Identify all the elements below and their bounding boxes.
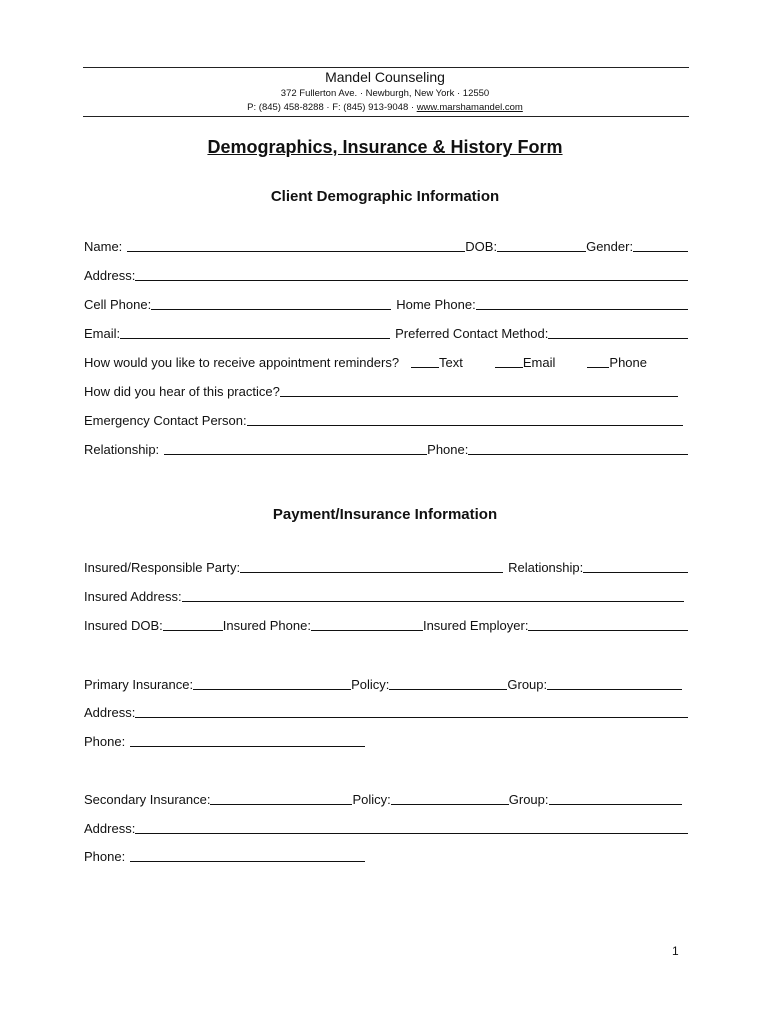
header-top-rule (83, 67, 689, 68)
gender-field[interactable] (633, 238, 688, 252)
primary-address-label: Address: (84, 705, 136, 720)
gender-label: Gender: (586, 239, 634, 254)
email-label: Email: (84, 326, 121, 341)
insured-party-label: Insured/Responsible Party: (84, 560, 241, 575)
secondary-policy-label: Policy: (352, 792, 391, 807)
reminder-text-checkbox[interactable] (411, 354, 439, 368)
insured-dob-label: Insured DOB: (84, 618, 163, 633)
dob-field[interactable] (497, 238, 586, 252)
referral-row (84, 381, 678, 399)
address-label: Address: (84, 268, 136, 283)
reminders-question: How would you like to receive appointment reminders? (84, 355, 400, 370)
address-field[interactable] (135, 267, 688, 281)
relationship-row (84, 439, 688, 457)
dob-label: DOB: (465, 239, 498, 254)
insured-party-field[interactable] (240, 559, 503, 573)
relationship-label: Relationship: (84, 442, 160, 457)
header-bottom-rule (83, 116, 689, 117)
referral-field[interactable] (280, 383, 678, 397)
emergency-phone-field[interactable] (468, 441, 688, 455)
insured-employer-field[interactable] (528, 617, 688, 631)
reminder-email-label: Email (522, 355, 556, 370)
cell-phone-label: Cell Phone: (84, 297, 152, 312)
page-number: 1 (672, 944, 679, 958)
organization-name: Mandel Counseling (325, 69, 445, 85)
secondary-phone-field[interactable] (130, 848, 365, 862)
phone-fax-text: P: (845) 458-8288 · F: (845) 913-9048 · (247, 102, 417, 113)
secondary-phone-row (84, 846, 365, 864)
primary-policy-field[interactable] (389, 676, 507, 690)
insured-address-row (84, 586, 684, 604)
demographics-heading: Client Demographic Information (270, 188, 500, 205)
primary-insurance-label: Primary Insurance: (84, 677, 194, 692)
primary-address-row (84, 702, 688, 720)
cell-phone-field[interactable] (151, 296, 391, 310)
secondary-group-label: Group: (508, 792, 549, 807)
primary-address-field[interactable] (135, 704, 688, 718)
insured-relationship-label: Relationship: (508, 560, 584, 575)
emergency-phone-label: Phone: (427, 442, 469, 457)
referral-question: How did you hear of this practice? (84, 384, 280, 399)
insured-party-row (84, 557, 688, 575)
emergency-contact-label: Emergency Contact Person: (84, 413, 247, 428)
preferred-contact-label: Preferred Contact Method: (395, 326, 549, 341)
home-phone-label: Home Phone: (396, 297, 476, 312)
emergency-contact-row (84, 410, 683, 428)
insured-employer-label: Insured Employer: (422, 618, 529, 633)
secondary-policy-field[interactable] (391, 791, 509, 805)
secondary-address-row (84, 818, 688, 836)
secondary-address-field[interactable] (135, 820, 688, 834)
primary-insurance-field[interactable] (193, 676, 351, 690)
name-row (84, 236, 688, 254)
reminder-email-checkbox[interactable] (495, 354, 523, 368)
insured-phone-field[interactable] (311, 617, 423, 631)
reminder-phone-label: Phone (609, 355, 647, 370)
primary-phone-row (84, 731, 365, 749)
secondary-group-field[interactable] (549, 791, 682, 805)
website-link[interactable]: www.marshamandel.com (416, 102, 523, 113)
secondary-phone-label: Phone: (84, 849, 126, 864)
insured-address-label: Insured Address: (84, 589, 182, 604)
organization-address: 372 Fullerton Ave. · Newburgh, New York · 12550 (280, 88, 490, 99)
primary-group-label: Group: (507, 677, 548, 692)
secondary-insurance-row (84, 789, 682, 807)
insured-address-field[interactable] (182, 588, 684, 602)
email-row (84, 323, 688, 341)
reminder-phone-checkbox[interactable] (587, 354, 609, 368)
phone-row (84, 294, 688, 312)
preferred-contact-field[interactable] (548, 325, 688, 339)
payment-heading: Payment/Insurance Information (272, 506, 498, 523)
name-label: Name: (84, 239, 123, 254)
primary-phone-label: Phone: (84, 734, 126, 749)
primary-group-field[interactable] (547, 676, 682, 690)
relationship-field[interactable] (164, 441, 427, 455)
primary-insurance-row (84, 674, 682, 692)
secondary-address-label: Address: (84, 821, 136, 836)
insured-phone-label: Insured Phone: (222, 618, 311, 633)
secondary-insurance-field[interactable] (210, 791, 352, 805)
email-field[interactable] (120, 325, 390, 339)
primary-phone-field[interactable] (130, 733, 365, 747)
address-row (84, 265, 688, 283)
form-title: Demographics, Insurance & History Form (207, 137, 563, 157)
home-phone-field[interactable] (476, 296, 688, 310)
secondary-insurance-label: Secondary Insurance: (84, 792, 211, 807)
reminders-row (84, 352, 688, 370)
primary-policy-label: Policy: (351, 677, 390, 692)
emergency-contact-field[interactable] (247, 412, 683, 426)
organization-contact (0, 102, 770, 114)
insured-details-row (84, 615, 688, 633)
reminder-text-label: Text (439, 355, 463, 370)
name-field[interactable] (127, 238, 465, 252)
insured-relationship-field[interactable] (583, 559, 688, 573)
insured-dob-field[interactable] (163, 617, 223, 631)
